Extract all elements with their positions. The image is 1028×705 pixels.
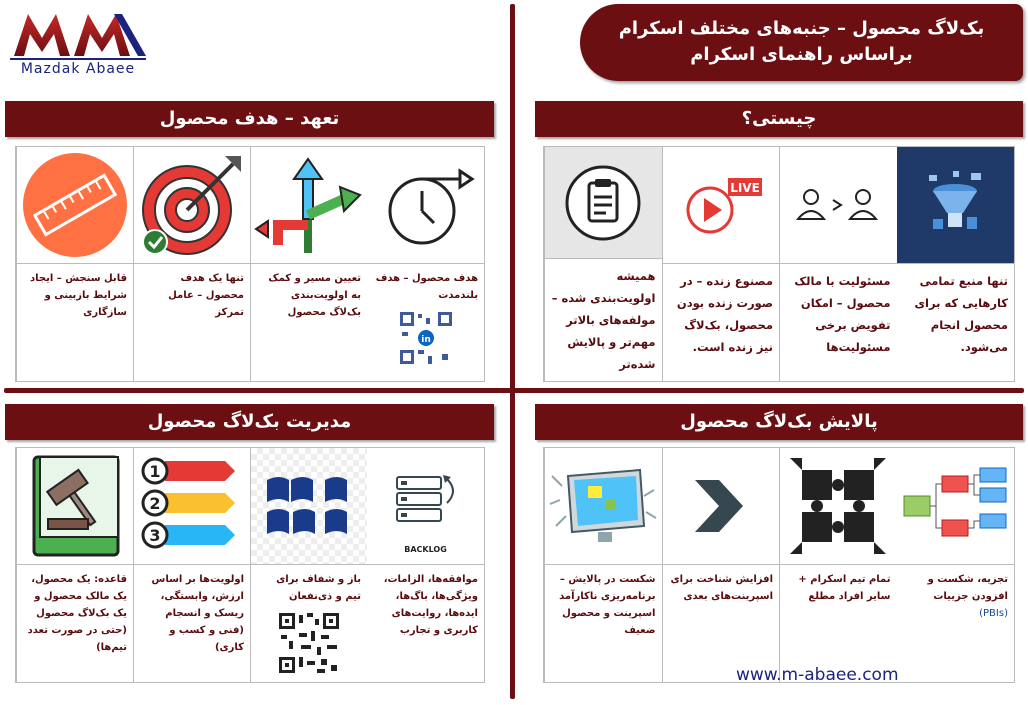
card-what-4-text: همیشه اولویت‌بندی شده – مولفه‌های بالاتر مهم‌تر و پالایش شده‌تر bbox=[551, 269, 656, 371]
direction-arrows-icon bbox=[251, 147, 367, 264]
horizontal-divider bbox=[4, 388, 1024, 393]
clipboard-icon bbox=[545, 147, 662, 259]
ruler-icon bbox=[17, 147, 133, 264]
broken-computer-icon bbox=[545, 448, 662, 565]
hierarchy-icon bbox=[897, 448, 1015, 565]
clock-arrow-icon bbox=[367, 147, 484, 264]
card-refinement-4-text: شکست در پالایش – برنامه‌ریزی ناکارآمد اسپرینت و محصول ضعیف bbox=[559, 574, 656, 636]
card-what-3 bbox=[662, 147, 780, 381]
card-management-3 bbox=[133, 448, 250, 682]
card-management-1 bbox=[367, 448, 484, 682]
card-refinement-1-sub: (PBIs) bbox=[979, 608, 1008, 619]
card-management-2-text: باز و شفاف برای تیم و ذی‌نفعان bbox=[276, 574, 361, 602]
card-refinement-1-text bbox=[897, 565, 1015, 628]
target-icon bbox=[134, 147, 250, 264]
title-line-1: بک‌لاگ محصول – جنبه‌های مختلف اسکرام bbox=[618, 18, 985, 39]
svg-text:LIVE: LIVE bbox=[729, 181, 760, 195]
svg-text:1: 1 bbox=[149, 462, 161, 481]
card-commitment-2-text: تعیین مسیر و کمک به اولویت‌بندی بک‌لاگ محصول bbox=[268, 273, 361, 318]
svg-text:in: in bbox=[420, 335, 431, 345]
title-line-2: براساس راهنمای اسکرام bbox=[690, 44, 913, 65]
card-what-1-text: تنها منبع تمامی کارهایی که برای محصول انجام می‌شود. bbox=[914, 274, 1008, 354]
card-commitment-4-text: قابل سنجش – ایجاد شرایط بازبینی و سازگاری bbox=[30, 273, 127, 318]
logo bbox=[10, 8, 150, 78]
qr-code bbox=[277, 611, 341, 675]
card-what-3-text: مصنوع زنده – در صورت زنده بودن محصول، بک‌لاگ نیز زنده است. bbox=[676, 274, 773, 354]
card-what-2-text: مسئولیت با مالک محصول – امکان تفویض برخی مسئولیت‌ها bbox=[794, 274, 891, 354]
funnel-icon bbox=[897, 147, 1015, 264]
live-play-icon bbox=[663, 147, 780, 264]
card-what-4 bbox=[544, 147, 662, 381]
card-management-4 bbox=[16, 448, 133, 682]
section-header-what: چیستی؟ bbox=[535, 101, 1023, 137]
svg-text:3: 3 bbox=[149, 526, 161, 545]
section-grid-what bbox=[543, 146, 1015, 382]
page-title bbox=[580, 4, 1023, 81]
card-refinement-3-text: افزایش شناخت برای اسپرینت‌های بعدی bbox=[670, 574, 773, 602]
card-commitment-3-text: تنها یک هدف محصول – عامل تمرکز bbox=[168, 273, 244, 318]
card-refinement-1 bbox=[897, 448, 1015, 682]
card-commitment-3 bbox=[133, 147, 250, 381]
card-refinement-2 bbox=[779, 448, 897, 682]
website-link[interactable]: www.m-abaee.com bbox=[736, 665, 899, 685]
section-grid-refinement bbox=[543, 447, 1015, 683]
section-grid-commitment bbox=[15, 146, 485, 382]
card-management-1-text: موافقه‌ها، الزامات، ویژگی‌ها، باگ‌ها، ایده‌ها، روایت‌های کاربری و تجارب bbox=[383, 574, 478, 636]
card-management-2 bbox=[250, 448, 367, 682]
card-what-2 bbox=[779, 147, 897, 381]
vertical-divider bbox=[510, 4, 515, 699]
card-management-3-text: اولویت‌ها بر اساس ارزش، وابستگی، ریسک و انسجام (فنی و کسب و کاری) bbox=[151, 574, 244, 653]
card-refinement-3 bbox=[662, 448, 780, 682]
puzzle-icon bbox=[780, 448, 897, 565]
card-refinement-2-text: تمام تیم اسکرام + سایر افراد مطلع bbox=[798, 574, 891, 602]
section-grid-management bbox=[15, 447, 485, 683]
card-what-1 bbox=[897, 147, 1015, 381]
section-header-commitment: تعهد – هدف محصول bbox=[5, 101, 494, 137]
card-commitment-1 bbox=[367, 147, 484, 381]
logo-mark bbox=[10, 8, 150, 60]
svg-text:2: 2 bbox=[149, 494, 161, 513]
section-header-refinement: پالایش بک‌لاگ محصول bbox=[535, 404, 1023, 440]
card-commitment-1-text: هدف محصول – هدف بلندمدت bbox=[375, 273, 478, 301]
person-compare-icon bbox=[780, 147, 897, 264]
logo-text: Mazdak Abaee bbox=[10, 58, 146, 77]
gavel-book-icon bbox=[17, 448, 133, 565]
section-header-management: مدیریت بک‌لاگ محصول bbox=[5, 404, 494, 440]
books-icon bbox=[251, 448, 367, 565]
numbered-list-icon bbox=[134, 448, 250, 565]
card-refinement-4 bbox=[544, 448, 662, 682]
card-commitment-4 bbox=[16, 147, 133, 381]
backlog-label: BACKLOG bbox=[404, 545, 447, 554]
card-commitment-2 bbox=[250, 147, 367, 381]
backlog-icon bbox=[367, 448, 484, 565]
card-management-4-text: قاعده: یک محصول، یک مالک محصول و یک بک‌لاگ محصول (حتی در صورت تعدد تیم‌ها) bbox=[27, 574, 127, 653]
card-refinement-1-main: تجزیه، شکست و افزودن جزییات bbox=[927, 574, 1008, 602]
linkedin-qr-code bbox=[398, 310, 454, 366]
chevron-icon bbox=[663, 448, 780, 565]
